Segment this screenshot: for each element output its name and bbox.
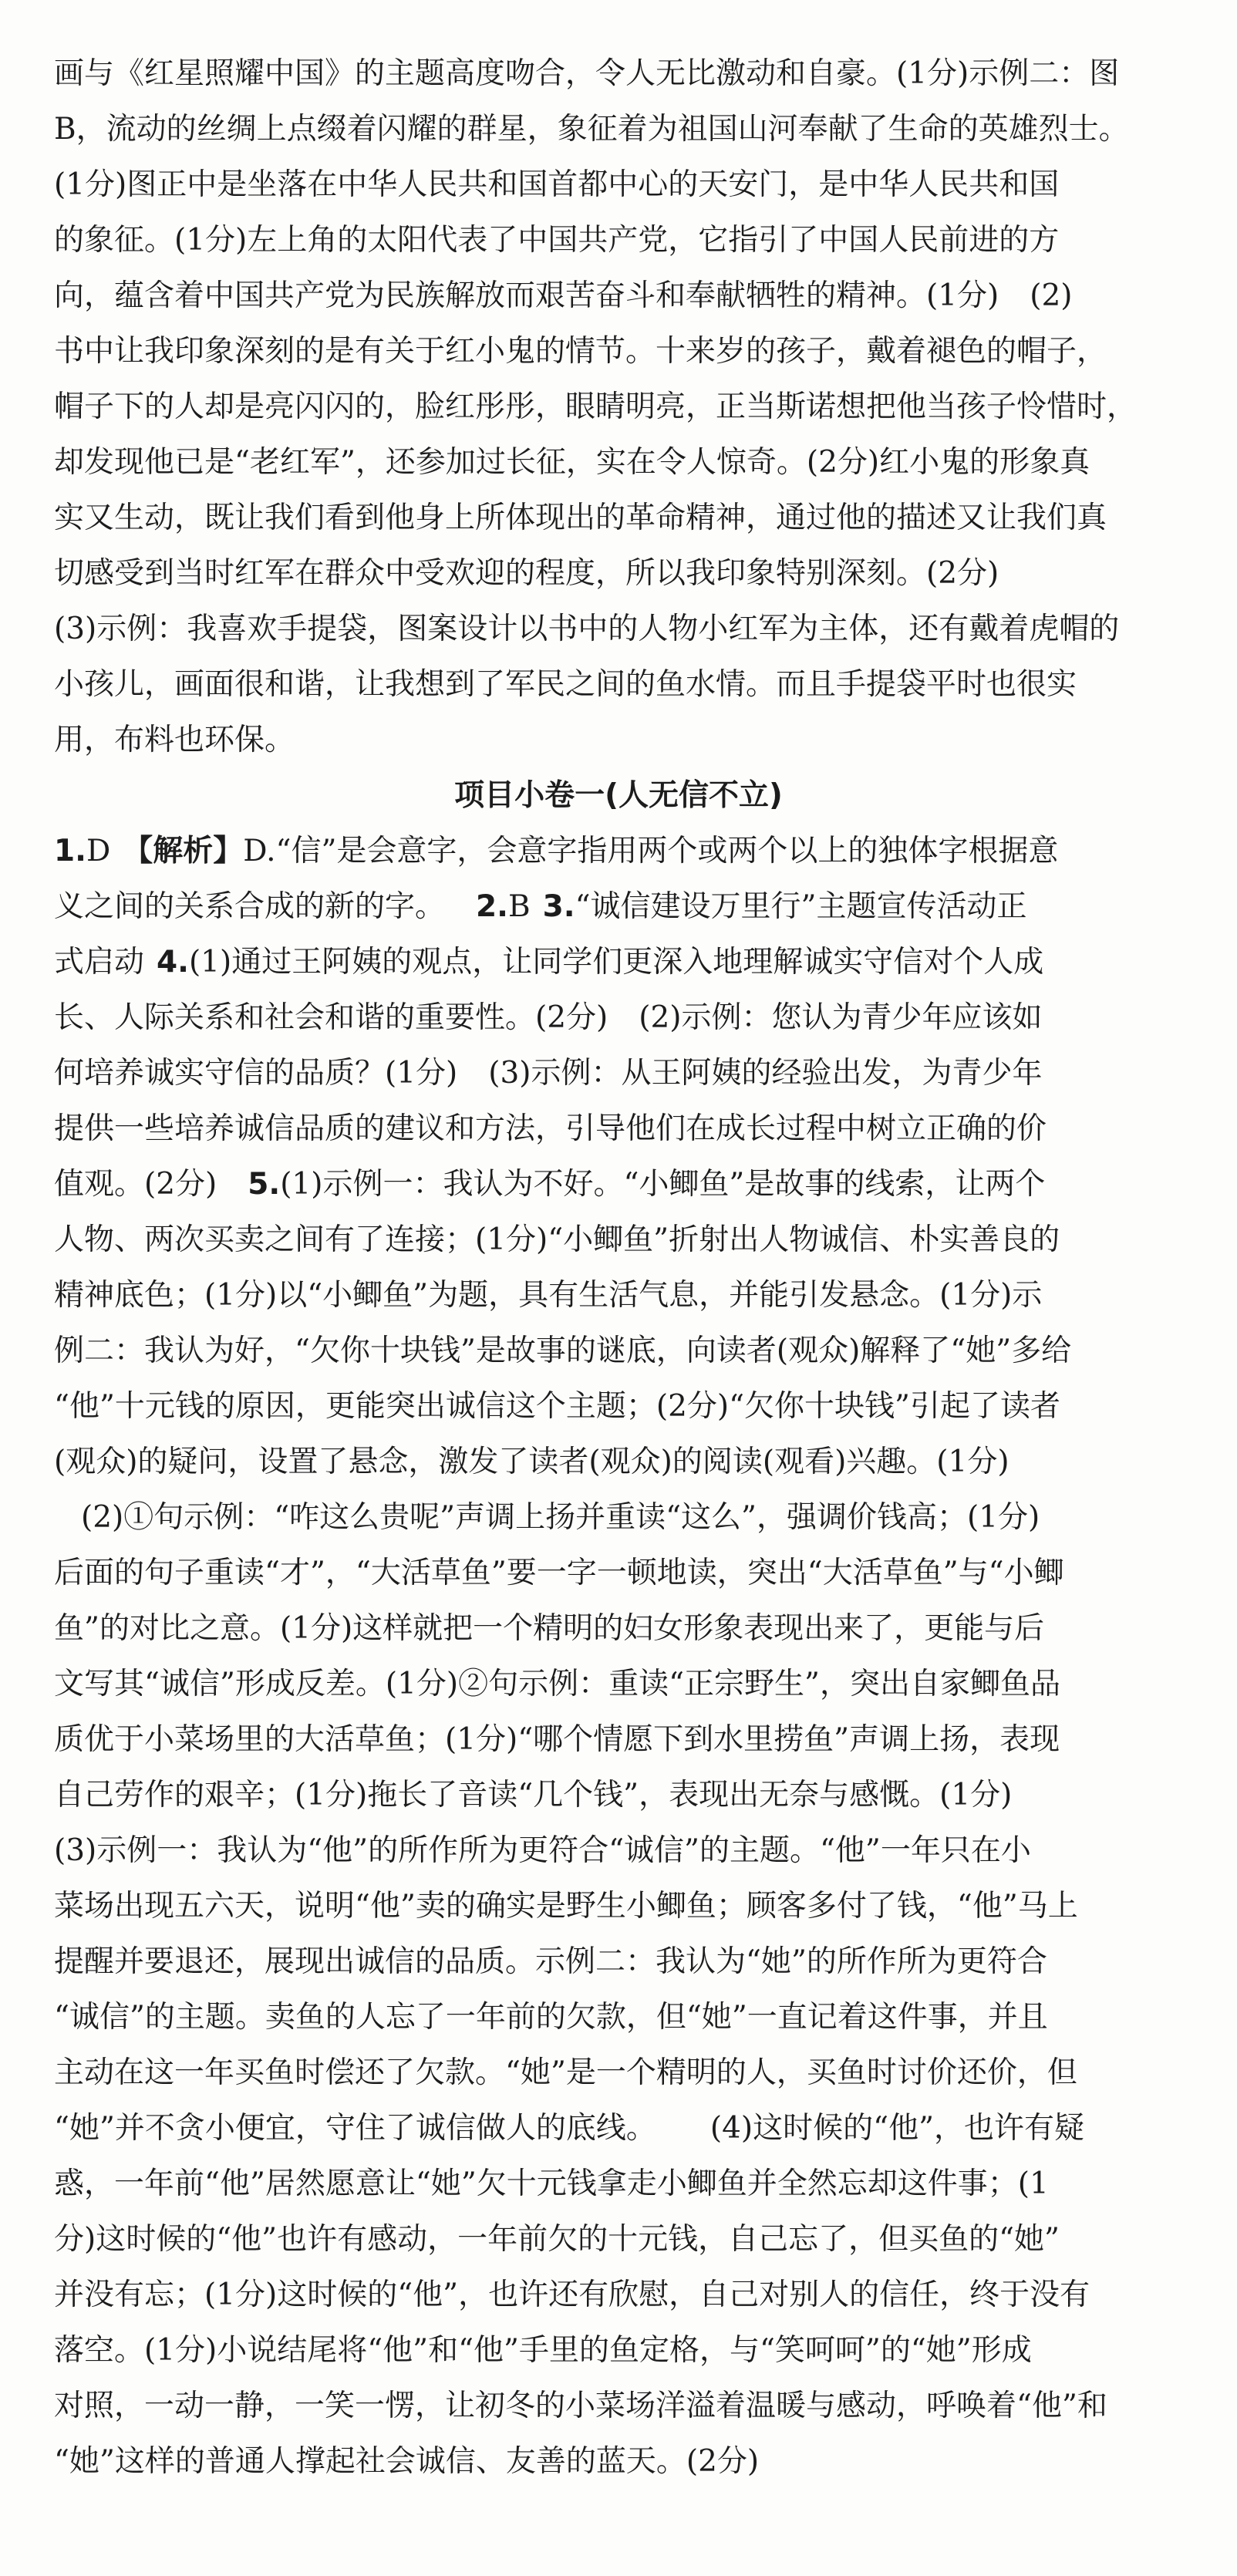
text-line: 鱼”的对比之意。(1分)这样就把一个精明的妇女形象表现出来了，更能与后 [54, 1611, 1045, 1646]
analysis-label: 【解析】 [123, 834, 244, 868]
text-line: “他”十元钱的原因，更能突出诚信这个主题；(2分)“欠你十块钱”引起了读者 [54, 1389, 1060, 1424]
text-line: 人物、两次买卖之间有了连接；(1分)“小鲫鱼”折射出人物诚信、朴实善良的 [54, 1222, 1060, 1257]
text-span: 式启动 [54, 945, 145, 979]
text-line: (3)示例：我喜欢手提袋，图案设计以书中的人物小红军为主体，还有戴着虎帽的 [54, 612, 1120, 646]
text-line: 落空。(1分)小说结尾将“他”和“他”手里的鱼定格，与“笑呵呵”的“她”形成 [54, 2333, 1032, 2368]
text-line [54, 1046, 1188, 1101]
text-span: 何培养诚实守信的品质？(1分) [54, 1056, 458, 1091]
text-line: 后面的句子重读“才”，“大活草鱼”要一字一顿地读，突出“大活草鱼”与“小鲫 [54, 1556, 1064, 1590]
sub-question-label: (2) [1030, 278, 1073, 313]
text-line: B，流动的丝绸上点缀着闪耀的群星，象征着为祖国山河奉献了生命的英雄烈士。 [54, 112, 1129, 147]
text-line: (3)示例一：我认为“他”的所作所为更符合“诚信”的主题。“他”一年只在小 [54, 1833, 1031, 1868]
text-line [54, 879, 1188, 935]
question-number: 4. [157, 945, 189, 979]
question-number: 2. [476, 889, 508, 924]
question-number: 3. [542, 889, 575, 924]
text-line: 菜场出现五六天，说明“他”卖的确实是野生小鲫鱼；顾客多付了钱，“他”马上 [54, 1889, 1078, 1924]
text-line: 切感受到当时红军在群众中受欢迎的程度，所以我印象特别深刻。(2分) [54, 556, 999, 591]
text-span: 长、人际关系和社会和谐的重要性。(2分) [54, 1000, 608, 1035]
text-line: 主动在这一年买鱼时偿还了欠款。“她”是一个精明的人，买鱼时讨价还价，但 [54, 2055, 1077, 2090]
text-line: (1分)图正中是坐落在中华人民共和国首都中心的天安门，是中华人民共和国 [54, 167, 1060, 202]
text-line: 提醒并要退还，展现出诚信的品质。示例二：我认为“她”的所作所为更符合 [54, 1944, 1047, 1979]
text-line: (观众)的疑问，设置了悬念，激发了读者(观众)的阅读(观看)兴趣。(1分) [54, 1445, 1009, 1479]
question-number: 1. [54, 834, 86, 868]
text-span: (2)示例：您认为青少年应该如 [639, 1000, 1043, 1035]
text-line: 提供一些培养诚信品质的建议和方法，引导他们在成长过程中树立正确的价 [54, 1111, 1047, 1146]
text-span: (3)示例：从王阿姨的经验出发，为青少年 [488, 1056, 1043, 1091]
text-span: D.“信”是会意字，会意字指用两个或两个以上的独体字根据意 [243, 834, 1059, 868]
section-title: 项目小卷一(人无信不立) [454, 778, 783, 813]
text-line: 对照，一动一静，一笑一愣，让初冬的小菜场洋溢着温暖与感动，呼唤着“他”和 [54, 2389, 1107, 2423]
text-span: 向，蕴含着中国共产党为民族解放而艰苦奋斗和奉献牺牲的精神。(1分) [54, 278, 999, 313]
text-line [54, 1157, 1188, 1212]
text-line [54, 990, 1188, 1046]
text-line: 用，布料也环保。 [54, 723, 295, 757]
text-span: “她”并不贪小便宜，守住了诚信做人的底线。 [54, 2111, 656, 2146]
text-line: 自己劳作的艰辛；(1分)拖长了音读“几个钱”，表现出无奈与感慨。(1分) [54, 1778, 1013, 1812]
text-line: 精神底色；(1分)以“小鲫鱼”为题，具有生活气息，并能引发悬念。(1分)示 [54, 1278, 1043, 1313]
text-line [54, 935, 1188, 990]
text-line: 小孩儿，画面很和谐，让我想到了军民之间的鱼水情。而且手提袋平时也很实 [54, 667, 1077, 702]
text-line: 文写其“诚信”形成反差。(1分)②句示例：重读“正宗野生”，突出自家鲫鱼品 [54, 1667, 1060, 1701]
text-line: 书中让我印象深刻的是有关于红小鬼的情节。十来岁的孩子，戴着褪色的帽子， [54, 334, 1107, 369]
text-line: “诚信”的主题。卖鱼的人忘了一年前的欠款，但“她”一直记着这件事，并且 [54, 2000, 1048, 2035]
text-span: (4)这时候的“他”，也许有疑 [710, 2111, 1085, 2146]
text-line: 实又生动，既让我们看到他身上所体现出的革命精神，通过他的描述又让我们真 [54, 501, 1107, 535]
text-line: 却发现他已是“老红军”，还参加过长征，实在令人惊奇。(2分)红小鬼的形象真 [54, 445, 1090, 480]
text-line [54, 2101, 1188, 2156]
text-line: 并没有忘；(1分)这时候的“他”，也许还有欣慰，自己对别人的信任，终于没有 [54, 2278, 1090, 2312]
text-span: 义之间的关系合成的新的字。 [54, 889, 446, 924]
answer-letter: D [86, 834, 111, 868]
text-span: “诚信建设万里行”主题宣传活动正 [575, 889, 1027, 924]
text-line: 惑，一年前“他”居然愿意让“她”欠十元钱拿走小鲫鱼并全然忘却这件事；(1 [54, 2166, 1049, 2201]
text-span: (1)示例一：我认为不好。“小鲫鱼”是故事的线索，让两个 [280, 1167, 1046, 1202]
text-line [54, 268, 1188, 324]
text-line: 质优于小菜场里的大活草鱼；(1分)“哪个情愿下到水里捞鱼”声调上扬，表现 [54, 1722, 1060, 1757]
text-line: 的象征。(1分)左上角的太阳代表了中国共产党，它指引了中国人民前进的方 [54, 223, 1060, 258]
text-line [54, 824, 1188, 879]
text-line: 帽子下的人却是亮闪闪的，脸红彤彤，眼睛明亮，正当斯诺想把他当孩子怜惜时， [54, 389, 1138, 424]
text-line: 例二：我认为好，“欠你十块钱”是故事的谜底，向读者(观众)解释了“她”多给 [54, 1334, 1072, 1368]
answer-letter: B [507, 889, 531, 924]
text-line: “她”这样的普通人撑起社会诚信、友善的蓝天。(2分) [54, 2444, 760, 2479]
text-line: 分)这时候的“他”也许有感动，一年前欠的十元钱，自己忘了，但买鱼的“她” [54, 2222, 1060, 2257]
text-span: (1)通过王阿姨的观点，让同学们更深入地理解诚实守信对个人成 [188, 945, 1044, 979]
text-span: 值观。(2分) [54, 1167, 217, 1202]
text-line: (2)①句示例：“咋这么贵呢”声调上扬并重读“这么”，强调价钱高；(1分) [81, 1500, 1040, 1535]
text-line: 画与《红星照耀中国》的主题高度吻合，令人无比激动和自豪。(1分)示例二：图 [54, 56, 1120, 91]
question-number: 5. [248, 1167, 281, 1202]
